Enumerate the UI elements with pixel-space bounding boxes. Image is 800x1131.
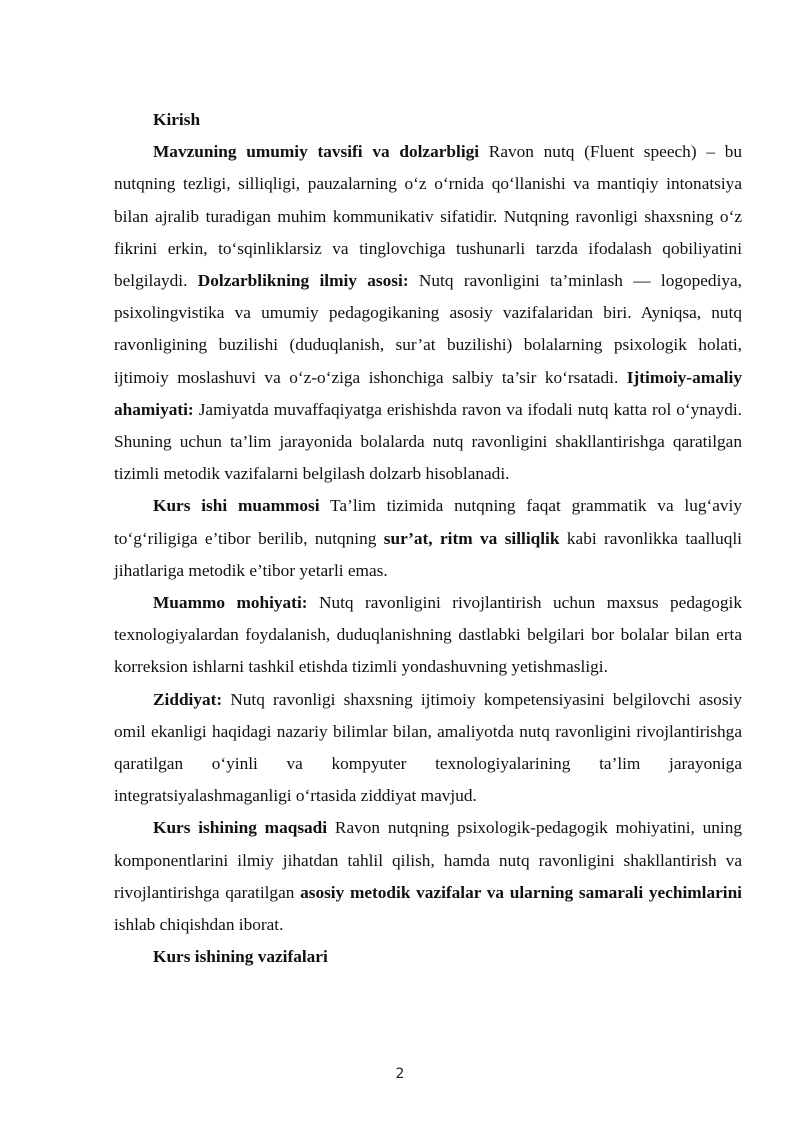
- paragraph-topic-relevance: [114, 136, 742, 490]
- bold-topic-label: Mavzuning umumiy tavsifi va dolzarbligi: [153, 142, 480, 162]
- paragraph-problem: [114, 490, 742, 587]
- paragraph-text: ishlab chiqishdan iborat.: [114, 915, 284, 935]
- paragraph-goal: [114, 812, 742, 941]
- bold-emphasis: sur’at, ritm va silliqlik: [383, 528, 560, 548]
- page-number: 2: [395, 1066, 405, 1082]
- bold-social-practical-label: Ijtimoiy-amaliy ahamiyati:: [114, 367, 742, 419]
- bold-problem-label: Kurs ishi muammosi: [153, 496, 320, 516]
- paragraph-text: kabi ravonlikka taalluqli jihatlariga metodik e’tibor yetarli emas.: [114, 528, 742, 580]
- bold-contradiction-label: Ziddiyat:: [153, 689, 223, 709]
- bold-goal-label: Kurs ishining maqsadi: [153, 818, 328, 838]
- document-page: [114, 104, 742, 973]
- paragraph-contradiction: [114, 684, 742, 813]
- paragraph-problem-essence: [114, 587, 742, 684]
- paragraph-text: Jamiyatda muvaffaqiyatga erishishda ravon va ifodali nutq katta rol o‘ynaydi. Shuning uchun ta’lim jarayonida bolalarda nutq ravonligini shakllantirishga qaratilgan tizimli metodik vazifalarni belgilash dolzarb hisoblanadi.: [114, 399, 742, 484]
- bold-essence-label: Muammo mohiyati:: [153, 593, 308, 613]
- bold-emphasis: asosiy metodik vazifalar va ularning samarali yechimlarini: [300, 882, 742, 902]
- paragraph-text: Nutq ravonligi shaxsning ijtimoiy kompetensiyasini belgilovchi asosiy omil ekanligi haqidagi nazariy bilimlar bilan, amaliyotda nutq ravonligini rivojlantirishga qaratilgan o‘yinli va kompyuter texnologiyalarining ta’lim jarayoniga integratsiyalashmaganligi o‘rtasida ziddiyat mavjud.: [114, 689, 742, 806]
- heading-tasks: Kurs ishining vazifalari: [153, 947, 328, 967]
- paragraph-text: Ravon nutqning psixologik-pedagogik mohiyatini, uning komponentlarini ilmiy jihatdan tahlil qilish, hamda nutq ravonligini shakllantirish va rivojlantirishga qaratilgan: [114, 818, 742, 902]
- section-heading: [114, 104, 742, 136]
- subsection-heading: [114, 941, 742, 973]
- paragraph-text: Nutq ravonligini rivojlantirish uchun maxsus pedagogik texnologiyalardan foydalanish, duduqlanishning dastlabki belgilari bor bolalar bilan erta korreksion ishlarni tashkil etishda tizimli yondashuvning yetishmasligi.: [114, 593, 742, 677]
- bold-scientific-basis-label: Dolzarblikning ilmiy asosi:: [197, 271, 409, 291]
- paragraph-text: Nutq ravonligini ta’minlash — logopediya, psixolingvistika va umumiy pedagogikaning asosiy vazifalaridan biri. Ayniqsa, nutq ravonligining buzilishi (duduqlanish, sur’at buzilishi) bolalarning psixologik holati, ijtimoiy moslashuvi va o‘z-o‘ziga ishonchiga salbiy ta’sir ko‘rsatadi.: [114, 271, 742, 387]
- paragraph-text: Ravon nutq (Fluent speech) – bu nutqning tezligi, silliqligi, pauzalarning o‘z o‘rnida qo‘llanishi va mantiqiy intonatsiya bilan ajralib turadigan muhim kommunikativ sifatidir. Nutqning ravonligi shaxsning o‘z fikrini erkin, to‘sqinliklarsiz va tinglovchiga tushunarli tarzda ifodalash qobiliyatini belgilaydi.: [114, 142, 742, 291]
- paragraph-text: Ta’lim tizimida nutqning faqat grammatik va lug‘aviy to‘g‘riligiga e’tibor berilib, nutqning: [114, 496, 742, 548]
- heading-kirish: Kirish: [153, 110, 201, 129]
